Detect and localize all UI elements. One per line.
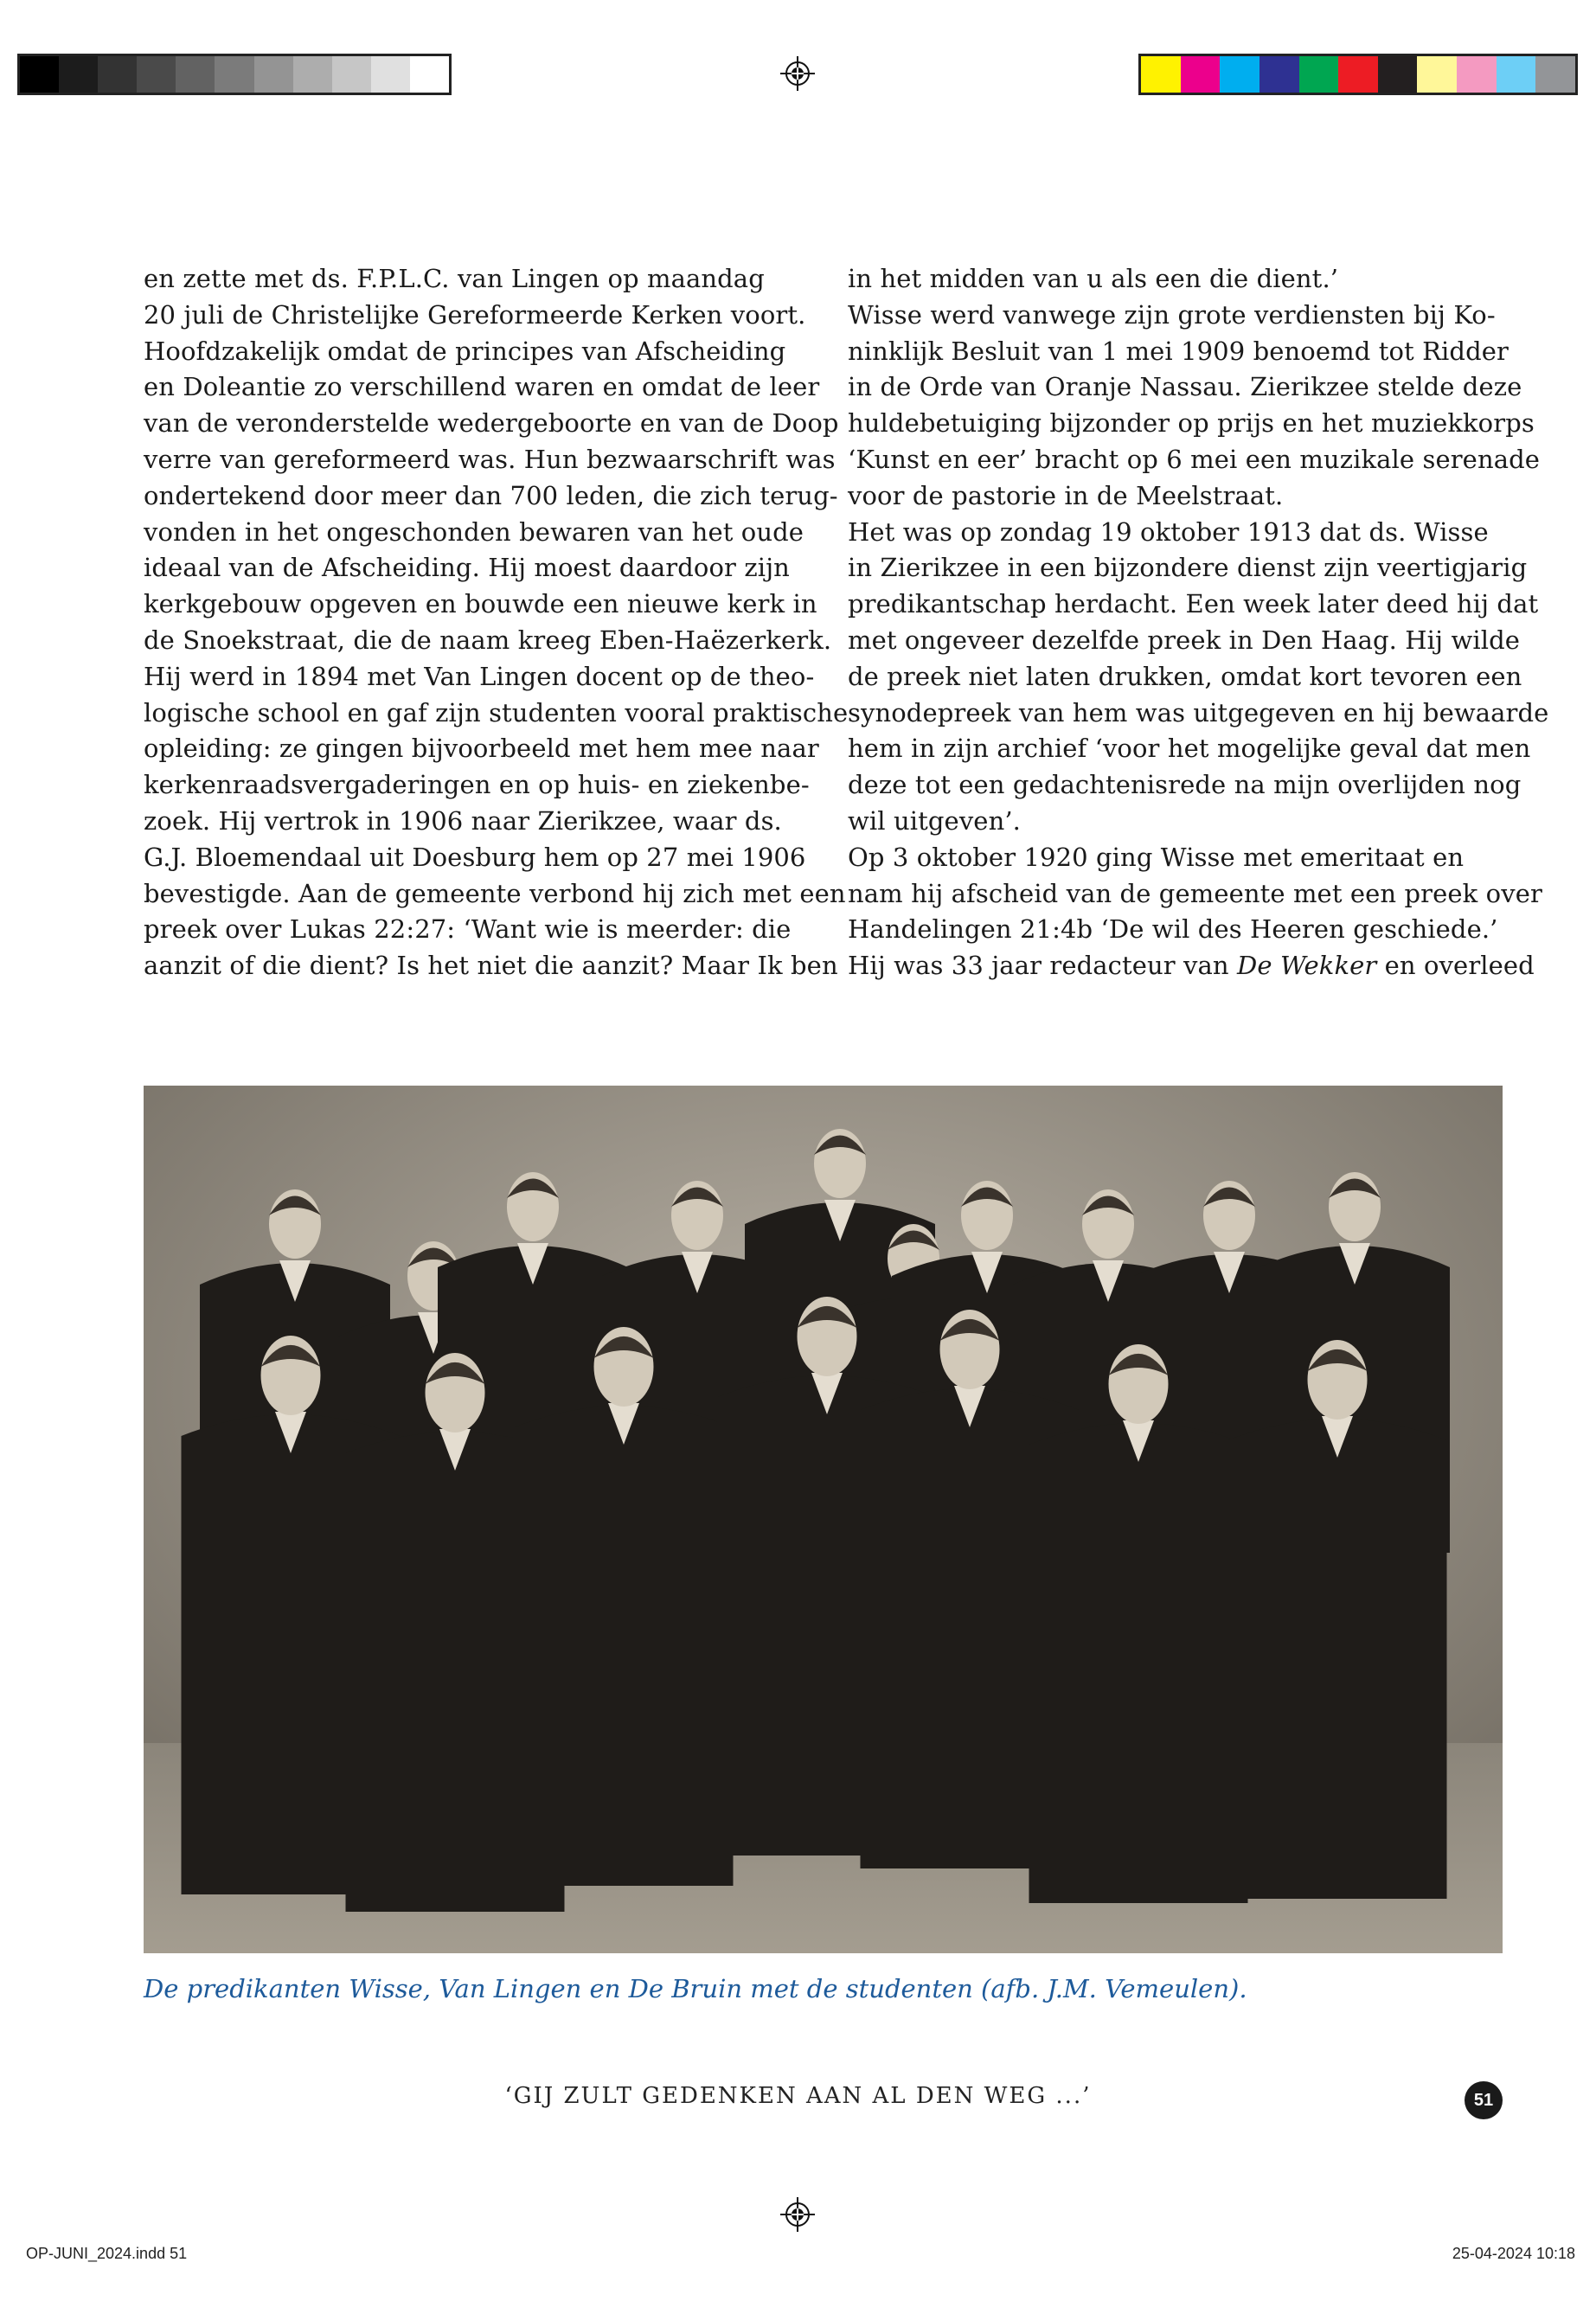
text-line: Op 3 oktober 1920 ging Wisse met emeritaat en <box>848 842 1465 872</box>
text-line: en Doleantie zo verschillend waren en omdat de leer <box>144 372 820 402</box>
color-patch <box>59 56 98 93</box>
grayscale-bar <box>17 54 452 95</box>
text-line: met ongeveer dezelfde preek in Den Haag. Hij wilde <box>848 625 1521 655</box>
registration-mark-icon <box>780 2197 815 2232</box>
text-line: in de Orde van Oranje Nassau. Zierikzee stelde deze <box>848 372 1522 402</box>
slug-datetime: 25-04-2024 10:18 <box>1452 2245 1575 2262</box>
text-line: G.J. Bloemendaal uit Doesburg hem op 27 mei 1906 <box>144 842 806 872</box>
color-patch <box>1417 56 1457 93</box>
color-patch <box>137 56 176 93</box>
color-patch <box>1535 56 1575 93</box>
group-photograph <box>144 1086 1503 1953</box>
text-line: de Snoekstraat, die de naam kreeg Eben-Haëzerkerk. <box>144 625 832 655</box>
color-patch <box>20 56 59 93</box>
color-patch <box>1338 56 1378 93</box>
text-line: Hij werd in 1894 met Van Lingen docent op de theo- <box>144 661 815 691</box>
text-line: Hoofdzakelijk omdat de principes van Afscheiding <box>144 336 786 366</box>
text-line: Handelingen 21:4b ‘De wil des Heeren geschiede.’ <box>848 914 1498 945</box>
left-text-column <box>144 261 849 984</box>
text-line: zoek. Hij vertrok in 1906 naar Zierikzee, waar ds. <box>144 805 782 836</box>
color-patch <box>98 56 137 93</box>
color-patch <box>1141 56 1181 93</box>
color-patch <box>1299 56 1339 93</box>
text-line: logische school en gaf zijn studenten vooral praktische <box>144 697 849 727</box>
text-line: predikantschap herdacht. Een week later deed hij dat <box>848 589 1539 619</box>
text-line: deze tot een gedachtenisrede na mijn overlijden nog <box>848 770 1522 800</box>
text-line: bevestigde. Aan de gemeente verbond hij zich met een <box>144 878 846 908</box>
text-line: aanzit of die dient? Is het niet die aanzit? Maar Ik ben <box>144 951 838 981</box>
text-line: vonden in het ongeschonden bewaren van het oude <box>144 516 804 547</box>
color-patch <box>410 56 449 93</box>
color-patch <box>371 56 410 93</box>
text-line: 20 juli de Christelijke Gereformeerde Kerken voort. <box>144 299 806 330</box>
text-line: ideaal van de Afscheiding. Hij moest daardoor zijn <box>144 553 790 583</box>
color-patch <box>1220 56 1259 93</box>
color-bar <box>1138 54 1578 95</box>
text-line: Het was op zondag 19 oktober 1913 dat ds. Wisse <box>848 516 1489 547</box>
text-line: huldebetuiging bijzonder op prijs en het muziekkorps <box>848 408 1535 439</box>
text-line: Wisse werd vanwege zijn grote verdiensten bij Ko- <box>848 299 1496 330</box>
color-patch <box>293 56 332 93</box>
text-line: in het midden van u als een die dient.’ <box>848 264 1339 293</box>
color-patch <box>1497 56 1536 93</box>
text-line: ondertekend door meer dan 700 leden, die zich terug- <box>144 480 838 510</box>
text-line: wil uitgeven’. <box>848 805 1021 836</box>
text-line: verre van gereformeerd was. Hun bezwaarschrift was <box>144 444 836 474</box>
text-line: voor de pastorie in de Meelstraat. <box>848 480 1284 510</box>
text-line: nam hij afscheid van de gemeente met een preek over <box>848 878 1542 908</box>
color-patch <box>332 56 371 93</box>
right-text-column <box>848 261 1549 984</box>
text-line: ninklijk Besluit van 1 mei 1909 benoemd tot Ridder <box>848 336 1509 366</box>
color-patch <box>1181 56 1221 93</box>
text-line: kerkenraadsvergaderingen en op huis- en ziekenbe- <box>144 770 810 800</box>
registration-mark-icon <box>780 56 815 91</box>
page-number: 51 <box>1465 2081 1503 2119</box>
slug-filename: OP-JUNI_2024.indd 51 <box>26 2245 188 2262</box>
photo-caption: De predikanten Wisse, Van Lingen en De Bruin met de studenten (afb. J.M. Vemeulen). <box>144 1974 1247 2003</box>
text-line: in Zierikzee in een bijzondere dienst zijn veertigjarig <box>848 553 1528 583</box>
publication-title: De Wekker <box>1237 951 1377 981</box>
running-head: ‘GIJ ZULT GEDENKEN AAN AL DEN WEG ...’ <box>504 2083 1092 2109</box>
color-patch <box>215 56 253 93</box>
text-line: Hij was 33 jaar redacteur van De Wekker en overleed <box>848 951 1535 981</box>
text-line: opleiding: ze gingen bijvoorbeeld met hem mee naar <box>144 734 819 764</box>
text-line: synodepreek van hem was uitgegeven en hij bewaarde <box>848 697 1549 727</box>
color-patch <box>1378 56 1418 93</box>
color-patch <box>1259 56 1299 93</box>
text-line: en zette met ds. F.P.L.C. van Lingen op maandag <box>144 264 765 293</box>
color-patch <box>254 56 293 93</box>
text-line: van de veronderstelde wedergeboorte en van de Doop <box>144 408 839 439</box>
text-line: de preek niet laten drukken, omdat kort tevoren een <box>848 661 1522 691</box>
color-patch <box>1457 56 1497 93</box>
text-line: kerkgebouw opgeven en bouwde een nieuwe kerk in <box>144 589 817 619</box>
color-patch <box>176 56 215 93</box>
text-line: preek over Lukas 22:27: ‘Want wie is meerder: die <box>144 914 792 945</box>
text-line: ‘Kunst en eer’ bracht op 6 mei een muzikale serenade <box>848 444 1541 474</box>
text-line: hem in zijn archief ‘voor het mogelijke geval dat men <box>848 734 1531 764</box>
